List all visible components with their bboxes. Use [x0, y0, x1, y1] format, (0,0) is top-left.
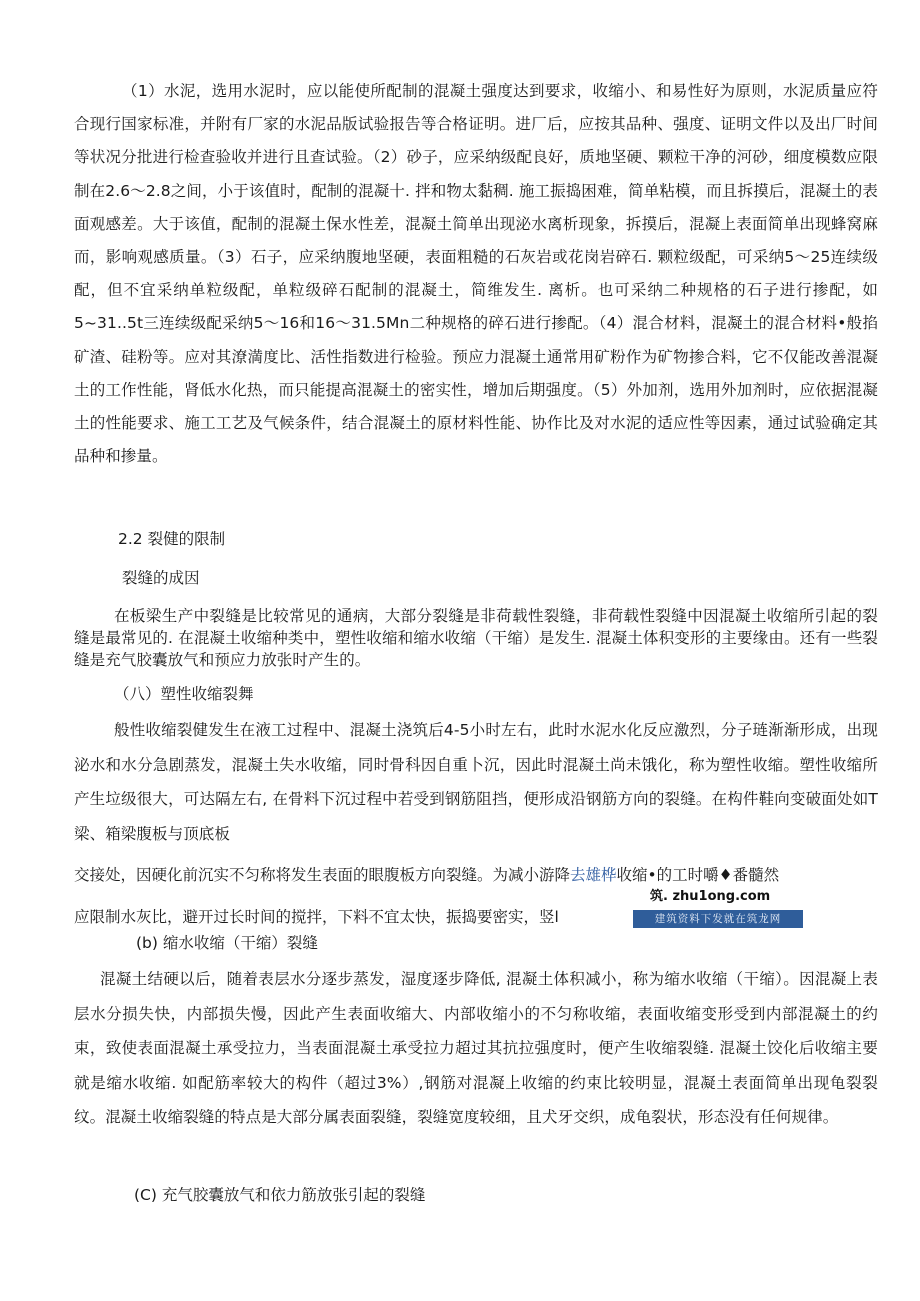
line-2-prefix: 交接处，因硬化前沉实不匀称将发生表面的眼腹板方向裂缝。为减小游降 [74, 866, 571, 884]
watermark-link-text[interactable]: 去雄桦 [570, 866, 617, 884]
drying-shrinkage-paragraph: 混凝土结硬以后，随着表层水分逐步蒸发，湿度逐步降低, 混凝土体积减小，称为缩水收缩（干缩）。因混凝上表层水分损失快，内部损失慢，因此产生表面收缩大、内部收缩小的不匀称收缩，表面收缩变形受到内部混凝土的约束，致使表面混凝土承受拉力，当表面混凝土承受拉力超过其抗拉强度时，便产生收缩裂缝. 混凝土饺化后收缩主要就是缩水收缩. 如配筋率较大的构件（超过3%）,钢筋对混凝上收缩的约束比较明显，混凝土表面简单出现龟裂裂纹。混凝土收缩裂缝的特点是大部分属表面裂缝，裂缝宽度较细，且犬牙交织，成龟裂状，形态没有任何规律。 [74, 970, 878, 1127]
materials-paragraph: （1）水泥，选用水泥时，应以能使所配制的混凝土强度达到要求，收缩小、和易性好为原则，水泥质量应符合现行国家标准，并附有厂家的水泥品版试验报告等合格证明。进厂后，应按其品种、强度、证明文件以及出厂时间等状况分批进行检查验收并进行且查试验。（2）砂子，应采纳级配良好，质地坚硬、颗粒干净的河砂，细度模数应限制在2.6〜2.8之间，小于该值时，配制的混凝十. 拌和物太黏稠. 施工振捣困难，简单粘模，而且拆摸后，混凝土的表面观感差。大于该值，配制的混凝土保水性差，混凝土简单出现泌水离析现象，拆摸后，混凝上表面简单出现蜂窝麻而，影响观感质量。（3）石子，应采纳腹地坚硬，表面粗糙的石灰岩或花岗岩碎石. 颗粒级配，可采纳5〜25连续级配，但不宜采纳单粒级配，单粒级碎石配制的混凝土，简维发生. 离析。也可采纳二种规格的石子进行掺配，如5~31..5t三连续级配采纳5〜16和16〜31.5Mn二种规格的碎石进行掺配。（4）混合材料，混凝土的混合材料•般掐矿渣、硅粉等。应对其潦満度比、活性指数进行检验。预应力混凝土通常用矿粉作为矿物掺合料，它不仅能改善混凝土的工作性能，肾低水化热，而只能提高混凝土的密实性，增加后期强度。（5）外加剂，选用外加剂时，应依据混凝土的性能要求、施工工艺及气候条件，结合混凝土的原材料性能、协作比及对水泥的适应性等因素，通过试验确定其品种和掺量。 [74, 82, 878, 466]
subheading-drying-shrinkage: (b) 缩水收缩（干缩）裂缝 [136, 934, 318, 952]
subheading-crack-cause: 裂缝的成因 [122, 569, 200, 587]
section-heading-2-2: 2.2 裂健的限制 [118, 530, 226, 548]
plastic-shrinkage-line-3: 应限制水灰比，避开过长时间的搅拌，下料不宜太快，振捣要密实，竖l [74, 908, 559, 926]
line-2-suffix: 收缩•的工时嚼♦番髓然 [616, 866, 780, 884]
watermark-domain[interactable]: 筑. zhu1ong.com [650, 889, 771, 904]
subheading-plastic-shrinkage: （八）塑性收缩裂舞 [114, 685, 254, 703]
plastic-shrinkage-line-2 [74, 864, 779, 886]
watermark-banner[interactable]: 建筑资料下发就在筑龙网 [633, 910, 803, 928]
subheading-airbag-prestress: (C) 充气胶囊放气和依力筋放张引起的裂缝 [134, 1186, 426, 1204]
plastic-shrinkage-paragraph: 般性收缩裂健发生在液工过程中、混凝土浇筑后4-5小时左右，此时水泥水化反应激烈，分子琏渐渐形成，出现泌水和水分急剧蒸发，混凝土失水收缩，同时骨科因自重卜沉，因此时混凝土尚未饿化，称为塑性收缩。塑性收缩所产生垃级很大，可达隔左右, 在骨料下沉过程中若受到钢筋阻挡，便形成沿钢筋方向的裂缝。在构件鞋向变破面处如T梁、箱梁腹板与顶底板 [74, 721, 878, 843]
crack-cause-paragraph: 在板梁生产中裂缝是比较常见的通病，大部分裂缝是非荷载性裂缝，非荷载性裂缝中因混凝土收缩所引起的裂缝是最常见的. 在混凝土收缩种类中，塑性收缩和缩水收缩（干缩）是发生. 混凝土体积变形的主要缘由。还有一些裂缝是充气胶囊放气和预应力放张时产生的。 [74, 607, 878, 669]
